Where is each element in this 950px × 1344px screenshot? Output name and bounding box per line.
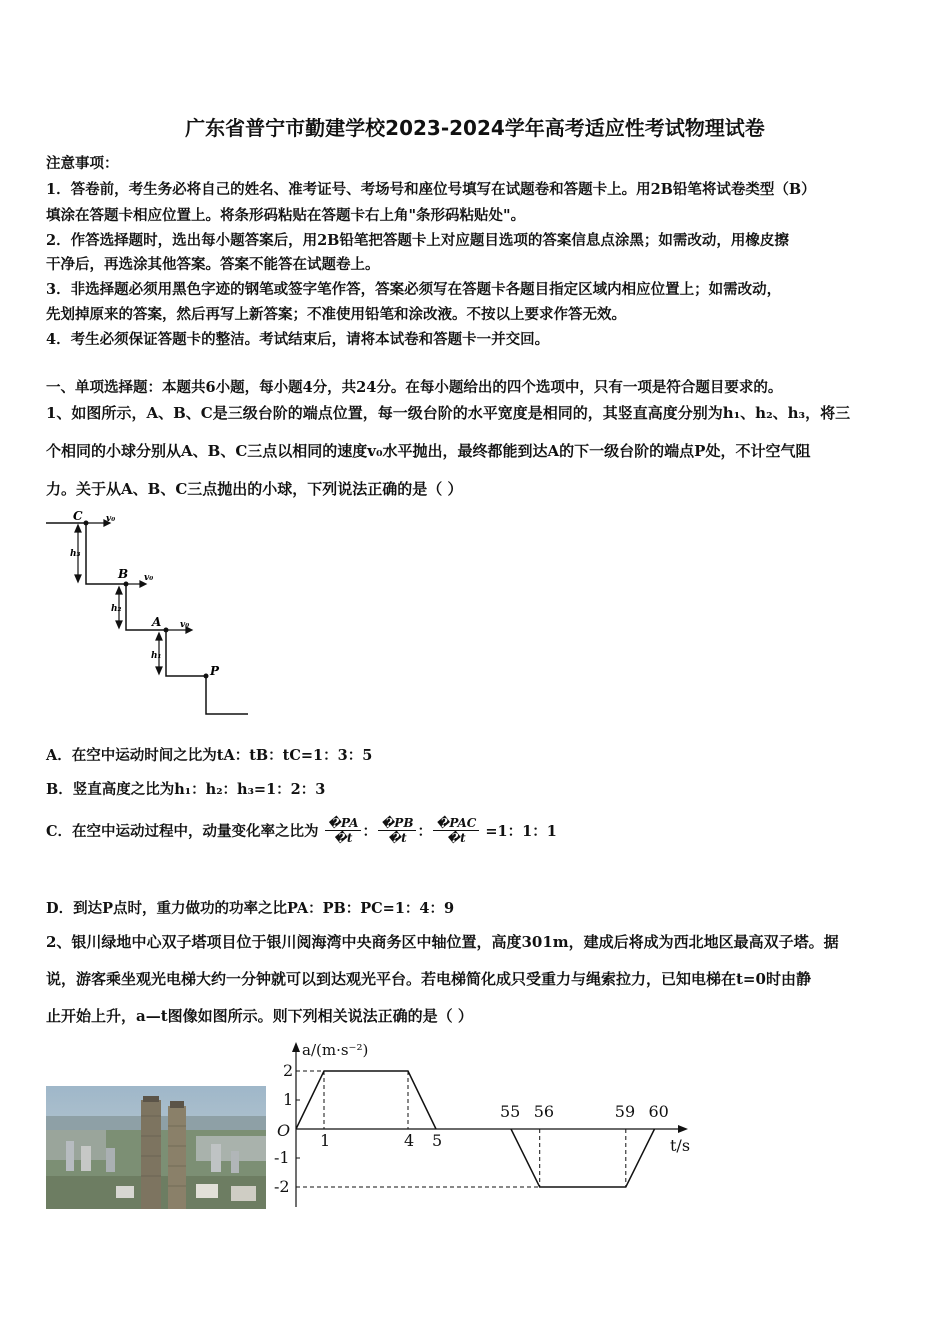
fraction-pa: $\frac{�PA}{�t}$ [325, 816, 362, 845]
x-tick-label: 59 [614, 1102, 636, 1121]
x-tick-label: 55 [500, 1102, 521, 1121]
y-tick-label: 2 [283, 1061, 294, 1080]
option-c-result: =1：1：1 [485, 823, 557, 840]
option-d: D．到达P点时，重力做功的功率之比PA：PB：PC=1：4：9 [46, 900, 455, 917]
label-v0-A: v₀ [180, 620, 190, 630]
label-h1: h₁ [151, 651, 162, 661]
x-tick-label: 4 [404, 1131, 415, 1150]
page-title: 广东省普宁市勤建学校2023-2024学年高考适应性考试物理试卷 [185, 116, 765, 140]
notice-line: 干净后，再选涂其他答案。答案不能答在试题卷上。 [46, 256, 380, 273]
option-c-text: C．在空中运动过程中，动量变化率之比为 [46, 823, 319, 840]
notice-line: 4．考生必须保证答题卡的整洁。考试结束后，请将本试卷和答题卡一并交回。 [46, 331, 550, 348]
option-a: A．在空中运动时间之比为tA：tB：tC=1：3：5 [46, 747, 373, 764]
notice-line: 1．答卷前，考生务必将自己的姓名、准考证号、考场号和座位号填写在试题卷和答题卡上。用2B铅笔将试卷类型（B） [46, 181, 816, 198]
option-c [46, 816, 557, 845]
label-v0-C: v₀ [106, 514, 116, 524]
x-tick-label: 56 [533, 1102, 555, 1121]
section-heading: 一、单项选择题：本题共6小题，每小题4分，共24分。在每小题给出的四个选项中，只有一项是符合题目要求的。 [46, 379, 783, 396]
acceleration-time-chart [270, 1036, 700, 1216]
x-tick-label: 1 [320, 1131, 331, 1150]
series-line-accel [296, 1071, 436, 1129]
label-C: C [73, 509, 83, 523]
q1-stem-line: 1、如图所示，A、B、C是三级台阶的端点位置，每一级台阶的水平宽度是相同的，其竖直高度分别为h₁、h₂、h₃，将三 [46, 404, 851, 422]
label-h2: h₂ [111, 604, 122, 614]
notice-line: 2．作答选择题时，选出每小题答案后，用2B铅笔把答题卡上对应题目选项的答案信息点涂黑；如需改动，用橡皮擦 [46, 232, 789, 249]
y-tick-label: -2 [274, 1177, 290, 1196]
notice-line: 3．非选择题必须用黑色字迹的钢笔或签字笔作答，答案必须写在答题卡各题目指定区域内相应位置上；如需改动， [46, 281, 782, 298]
label-A: A [152, 615, 162, 629]
y-tick-label: -1 [274, 1148, 290, 1167]
x-tick-label: 60 [648, 1102, 669, 1121]
q2-stem-line: 说，游客乘坐观光电梯大约一分钟就可以到达观光平台。若电梯简化成只受重力与绳索拉力，已知电梯在t=0时由静 [46, 970, 811, 988]
q2-stem-line: 2、银川绿地中心双子塔项目位于银川阅海湾中央商务区中轴位置，高度301m，建成后将成为西北地区最高双子塔。据 [46, 933, 839, 951]
q2-stem-line: 止开始上升，a—t图像如图所示。则下列相关说法正确的是（ ） [46, 1007, 473, 1025]
notice-line: 填涂在答题卡相应位置上。将条形码粘贴在答题卡右上角"条形码粘贴处"。 [46, 207, 526, 224]
q1-stem-line: 力。关于从A、B、C三点抛出的小球，下列说法正确的是（ ） [46, 480, 463, 498]
staircase-figure [40, 508, 255, 720]
label-P: P [210, 664, 220, 678]
x-axis-label: t/s [670, 1136, 691, 1155]
y-axis-arrow [292, 1042, 300, 1052]
notice-heading: 注意事项： [46, 155, 119, 172]
origin-label: O [277, 1121, 291, 1140]
colon: ： [417, 823, 432, 840]
label-h3: h₃ [70, 549, 81, 559]
label-v0-B: v₀ [144, 573, 154, 583]
fraction-pac: $\frac{\text{�PAC}}{�t}$ [433, 816, 479, 845]
series-line-decel [511, 1129, 655, 1187]
y-tick-label: 1 [283, 1090, 294, 1109]
q1-stem-line: 个相同的小球分别从A、B、C三点以相同的速度v₀水平抛出，最终都能到达A的下一级台阶的端点P处，不计空气阻 [46, 442, 811, 460]
option-b: B．竖直高度之比为h₁：h₂：h₃=1：2：3 [46, 781, 326, 798]
notice-line: 先划掉原来的答案，然后再写上新答案；不准使用铅笔和涂改液。不按以上要求作答无效。 [46, 306, 626, 323]
x-axis-arrow [678, 1125, 688, 1133]
label-B: B [118, 567, 129, 581]
y-axis-label: a/(m·s⁻²) [302, 1041, 369, 1059]
colon: ： [362, 823, 377, 840]
x-tick-label: 5 [432, 1131, 443, 1150]
twin-towers-photo [46, 1086, 266, 1209]
fraction-pb: $\frac{�PB}{�t}$ [378, 816, 417, 845]
